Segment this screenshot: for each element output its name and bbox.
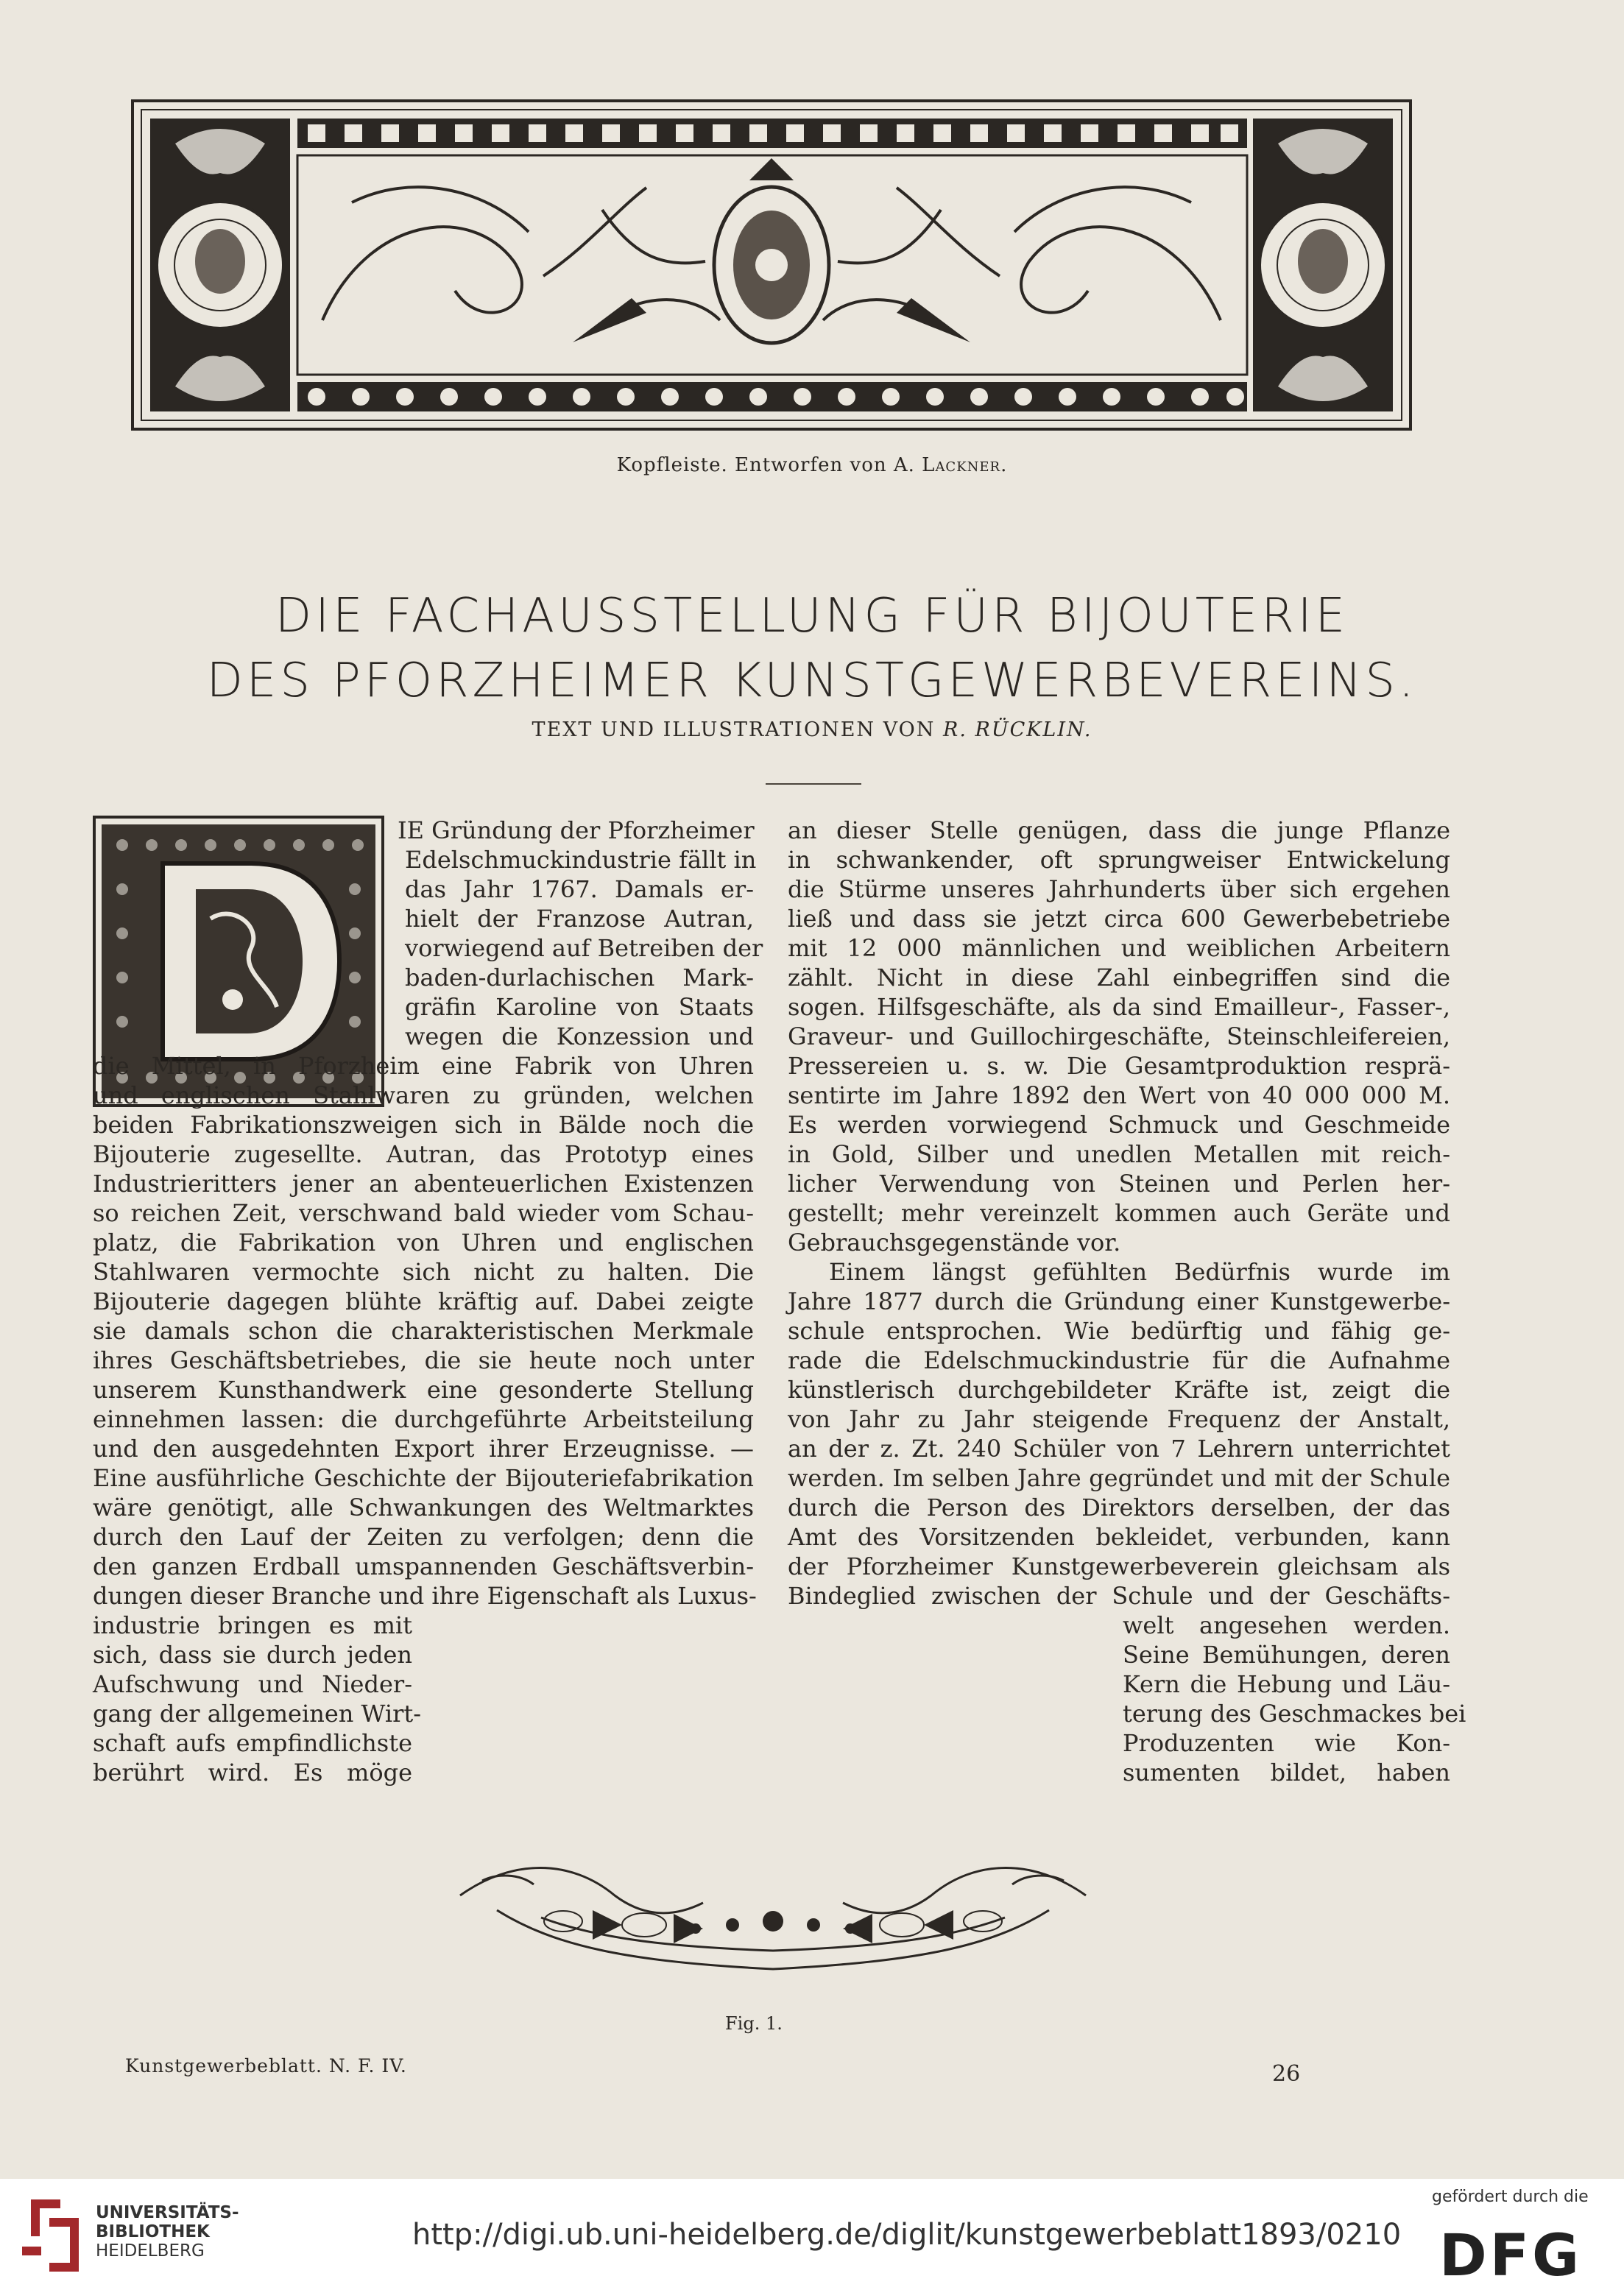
text-line: Gebrauchsgegenstände vor.: [788, 1229, 1121, 1257]
text-line: industrie bringen es mit: [93, 1611, 412, 1639]
text-line: an dieser Stelle genügen, dass die junge Pflanze: [788, 816, 1450, 844]
journal-footer: Kunstgewerbeblatt. N. F. IV.: [125, 2055, 407, 2077]
text-line: ließ und dass sie jetzt circa 600 Gewerbebetriebe: [788, 905, 1450, 933]
text-line: Stahlwaren vermochte sich nicht zu halten. Die: [93, 1258, 754, 1286]
text-line: sentirte im Jahre 1892 den Wert von 40 000 000 M.: [788, 1081, 1450, 1109]
text-line: an der z. Zt. 240 Schüler von 7 Lehrern unterrichtet: [788, 1435, 1450, 1463]
figure-caption: Fig. 1.: [725, 2013, 783, 2034]
dfg-logo[interactable]: DFG: [1439, 2223, 1583, 2289]
text-line: die Mittel, in Pforzheim eine Fabrik von Uhren: [93, 1052, 754, 1080]
header-caption: Kopfleiste. Entworfen von A. Lackner.: [616, 454, 1008, 476]
text-line: zählt. Nicht in diese Zahl einbegriffen sind die: [788, 964, 1450, 992]
text-line: und englischen Stahlwaren zu gründen, welchen: [93, 1081, 754, 1109]
text-line: Edelschmuckindustrie fällt in: [405, 846, 757, 874]
text-line: die Stürme unseres Jahrhunderts über sich ergehen: [788, 875, 1450, 903]
text-line: Aufschwung und Nieder-: [93, 1670, 412, 1698]
text-line: sogen. Hilfsgeschäfte, als da sind Emailleur-, Fasser-,: [788, 993, 1450, 1021]
text-line: Eine ausführliche Geschichte der Bijouteriefabrikation: [93, 1464, 754, 1492]
article-title-line-2: DES PFORZHEIMER KUNSTGEWERBEVEREINS.: [206, 654, 1418, 708]
text-line: sie damals schon die charakteristischen Merkmale: [93, 1317, 754, 1345]
page-number: 26: [1272, 2061, 1301, 2087]
text-line: Bijouterie zugesellte. Autran, das Prototyp eines: [93, 1140, 754, 1168]
text-line: durch den Lauf der Zeiten zu verfolgen; denn die: [93, 1523, 754, 1551]
text-line: sich, dass sie durch jeden: [93, 1641, 412, 1669]
text-line: platz, die Fabrikation von Uhren und englischen: [93, 1229, 754, 1257]
text-line: wäre genötigt, alle Schwankungen des Weltmarktes: [93, 1494, 754, 1522]
text-line: sumenten bildet, haben: [1123, 1759, 1450, 1787]
text-line: Pressereien u. s. w. Die Gesamtproduktion resprä-: [788, 1052, 1450, 1080]
text-line: welt angesehen werden.: [1123, 1611, 1450, 1639]
text-line: in Gold, Silber und unedlen Metallen mit reich-: [788, 1140, 1450, 1168]
text-line: mit 12 000 männlichen und weiblichen Arbeitern: [788, 934, 1450, 962]
text-line: wegen die Konzession und: [405, 1022, 754, 1050]
text-line: Es werden vorwiegend Schmuck und Geschmeide: [788, 1111, 1450, 1139]
text-line: berührt wird. Es möge: [93, 1759, 412, 1787]
text-line: so reichen Zeit, verschwand bald wieder vom Schau-: [93, 1199, 754, 1227]
text-line: von Jahr zu Jahr steigende Frequenz der Anstalt,: [788, 1405, 1450, 1433]
text-line: hielt der Franzose Autran,: [405, 905, 754, 933]
fig1-ornament: [453, 1851, 1093, 1980]
text-line: baden-durlachischen Mark-: [405, 964, 754, 992]
text-line: Graveur- und Guillochirgeschäfte, Steinschleifereien,: [788, 1022, 1450, 1050]
text-line: schaft aufs empfindlichste: [93, 1729, 412, 1757]
text-line: licher Verwendung von Steinen und Perlen her-: [788, 1170, 1450, 1198]
text-line: Bijouterie dagegen blühte kräftig auf. Dabei zeigte: [93, 1287, 754, 1315]
funding-label: gefördert durch die: [1432, 2188, 1589, 2206]
text-line: das Jahr 1767. Damals er-: [405, 875, 754, 903]
text-line: terung des Geschmackes bei: [1123, 1700, 1466, 1728]
text-line: und den ausgedehnten Export ihrer Erzeugnisse. —: [93, 1435, 754, 1463]
text-line: Amt des Vorsitzenden bekleidet, verbunden, kann: [788, 1523, 1450, 1551]
text-line: Seine Bemühungen, deren: [1123, 1641, 1450, 1669]
article-title-line-1: DIE FACHAUSSTELLUNG FÜR BIJOUTERIE: [275, 589, 1349, 643]
text-line: werden. Im selben Jahre gegründet und mit der Schule: [788, 1464, 1450, 1492]
text-line: IE Gründung der Pforzheimer: [398, 816, 755, 844]
text-line: rade die Edelschmuckindustrie für die Aufnahme: [788, 1346, 1450, 1374]
text-line: einnehmen lassen: die durchgeführte Arbeitsteilung: [93, 1405, 754, 1433]
kopfleiste-ornament: [131, 99, 1412, 431]
text-line: gang der allgemeinen Wirt-: [93, 1700, 422, 1728]
text-line: dungen dieser Branche und ihre Eigenschaft als Luxus-: [93, 1582, 757, 1610]
text-line: gräfin Karoline von Staats: [405, 993, 754, 1021]
text-line: Produzenten wie Kon-: [1123, 1729, 1450, 1757]
title-rule: [766, 783, 861, 785]
text-line: beiden Fabrikationszweigen sich in Bälde noch die: [93, 1111, 754, 1139]
text-line: Kern die Hebung und Läu-: [1123, 1670, 1450, 1698]
text-line: den ganzen Erdball umspannenden Geschäftsverbin-: [93, 1552, 754, 1580]
text-line: unserem Kunsthandwerk eine gesonderte Stellung: [93, 1376, 754, 1404]
university-library-name: UNIVERSITÄTS- BIBLIOTHEK HEIDELBERG: [96, 2203, 239, 2261]
text-line: vorwiegend auf Betreiben der: [405, 934, 763, 962]
article-subtitle: TEXT UND ILLUSTRATIONEN VON R. RÜCKLIN.: [532, 718, 1092, 741]
text-line: Bindeglied zwischen der Schule und der Geschäfts-: [788, 1582, 1450, 1610]
text-line: ihres Geschäftsbetriebes, die sie heute noch unter: [93, 1346, 754, 1374]
university-library-logo-icon[interactable]: [16, 2192, 90, 2279]
permalink-url[interactable]: http://digi.ub.uni-heidelberg.de/diglit/kunstgewerbeblatt1893/0210: [412, 2218, 1402, 2252]
text-line: Einem längst gefühlten Bedürfnis wurde im: [829, 1258, 1450, 1286]
text-line: künstlerisch durchgebildeter Kräfte ist, zeigt die: [788, 1376, 1450, 1404]
text-line: Industrieritters jener an abenteuerlichen Existenzen: [93, 1170, 754, 1198]
text-line: in schwankender, oft sprungweiser Entwickelung: [788, 846, 1450, 874]
text-line: schule entsprochen. Wie bedürftig und fähig ge-: [788, 1317, 1450, 1345]
text-line: Jahre 1877 durch die Gründung einer Kunstgewerbe-: [788, 1287, 1450, 1315]
text-line: der Pforzheimer Kunstgewerbeverein gleichsam als: [788, 1552, 1450, 1580]
text-line: gestellt; mehr vereinzelt kommen auch Geräte und: [788, 1199, 1450, 1227]
text-line: durch die Person des Direktors derselben, der das: [788, 1494, 1450, 1522]
